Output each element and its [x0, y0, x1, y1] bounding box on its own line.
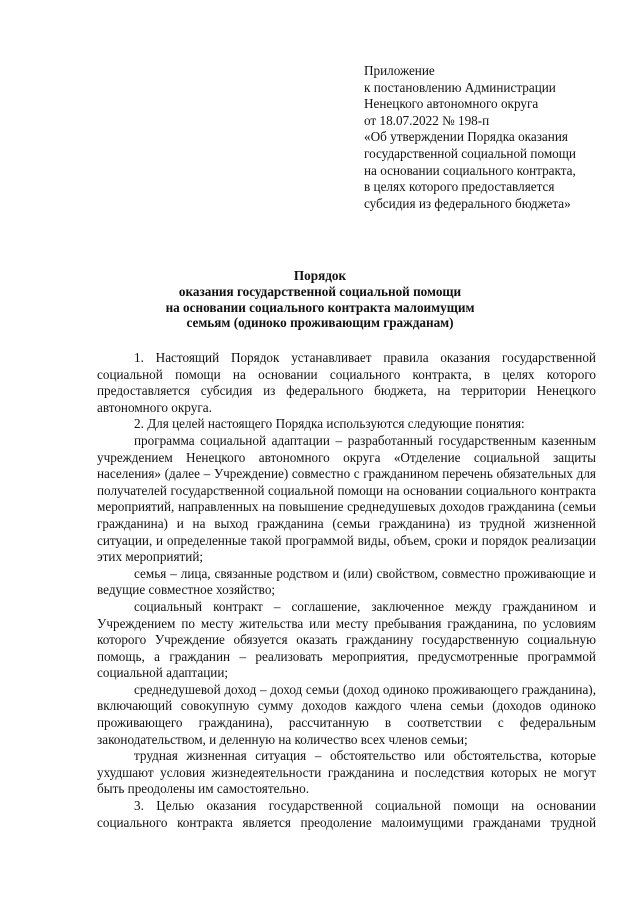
appendix-line: от 18.07.2022 № 198-п [364, 112, 490, 128]
appendix-block [364, 63, 624, 212]
appendix-line: к постановлению Администрации [364, 79, 556, 95]
title-line: на основании социального контракта малоимущим [165, 299, 475, 315]
definition-paragraph: среднедушевой доход – доход семьи (доход одиноко проживающего гражданина), включающий совокупную сумму доходов каждого члена семьи (доходов одиноко проживающего гражданина), рассчитанную в соответствии с федеральным законодательством, и деленную на количество всех членов семьи; [97, 681, 596, 747]
document-title [100, 268, 540, 331]
appendix-line: субсидия из федерального бюджета» [364, 195, 571, 211]
definition-paragraph: программа социальной адаптации – разработанный государственным казенным учреждением Ненецкого автономного округа «Отделение социальной защиты населения» (далее – Учреждение) совместно с гражданином перечень обязательных для получателей государственной социальной помощи на основании социального контракта мероприятий, направленных на повышение среднедушевых доходов гражданина (семьи гражданина) и на выход гражданина (семьи гражданина) из трудной жизненной ситуации, и определенные такой программой виды, объем, сроки и порядок реализации этих мероприятий; [97, 432, 596, 565]
paragraph: 2. Для целей настоящего Порядка используются следующие понятия: [134, 416, 525, 432]
definition-paragraph: социальный контракт – соглашение, заключенное между гражданином и Учреждением по месту жительства или месту пребывания гражданина, по условиям которого Учреждение обязуется оказать гражданину государственную социальную помощь, а гражданин – реализовать мероприятия, предусмотренные программой социальной адаптации; [97, 598, 596, 681]
paragraph: 3. Целью оказания государственной социальной помощи на основании социального контракта является преодоление малоимущими гражданами трудной [97, 798, 596, 830]
appendix-line: на основании социального контракта, [364, 162, 576, 178]
paragraph: 1. Настоящий Порядок устанавливает правила оказания государственной социальной помощи на основании социального контракта, в целях которого предоставляется субсидия из федерального бюджета, на территории Ненецкого автономного округа. [97, 350, 596, 415]
title-line: Порядок [293, 268, 347, 283]
appendix-line: в целях которого предоставляется [364, 179, 555, 195]
document-body [97, 350, 596, 831]
appendix-line: Ненецкого автономного округа [364, 96, 539, 112]
definition-paragraph: трудная жизненная ситуация – обстоятельство или обстоятельства, которые ухудшают условия жизнедеятельности гражданина и последствия которых не могут быть преодолены им самостоятельно. [97, 748, 596, 797]
title-line: оказания государственной социальной помощи [178, 283, 462, 299]
definition-paragraph: семья – лица, связанные родством и (или) свойством, совместно проживающие и ведущие совместное хозяйство; [97, 565, 596, 598]
title-line: семьям (одиноко проживающим гражданам) [186, 315, 454, 331]
appendix-line: «Об утверждении Порядка оказания [364, 129, 568, 145]
appendix-line: Приложение [364, 63, 435, 78]
appendix-line: государственной социальной помощи [364, 145, 576, 161]
